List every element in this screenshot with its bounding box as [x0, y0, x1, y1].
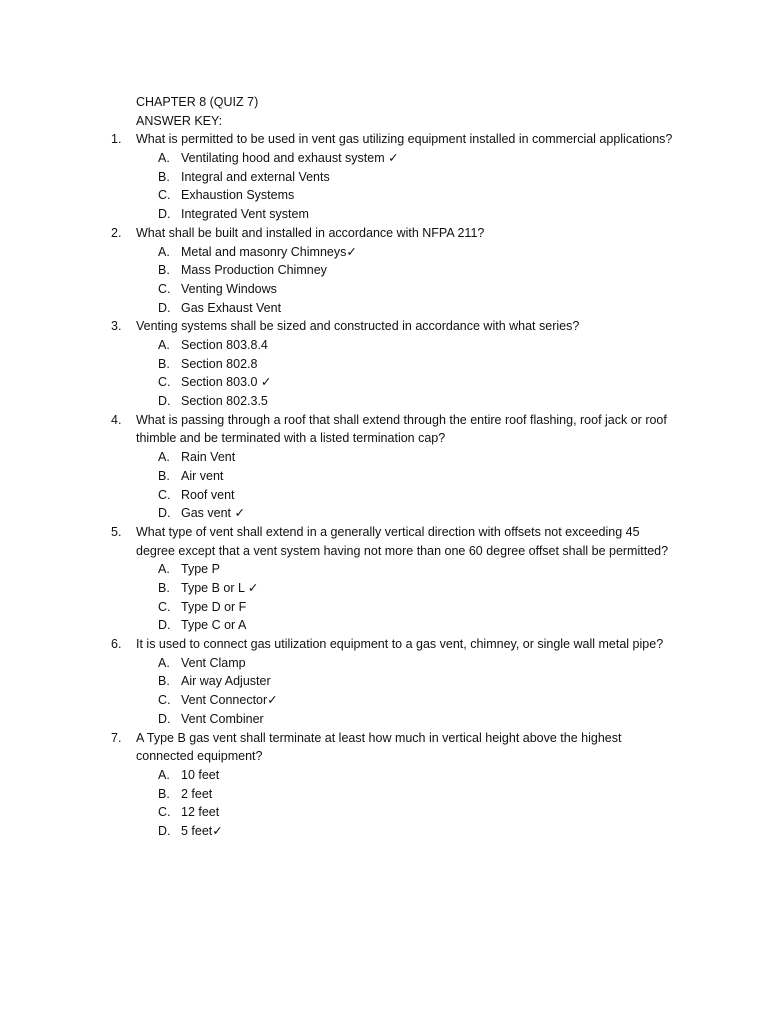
- question-number: 2.: [111, 225, 122, 240]
- answer-options: [0, 149, 768, 224]
- option-letter: B.: [158, 169, 170, 184]
- question-text: What type of vent shall extend in a generally vertical direction with offsets not exceeding 45 degree except that a vent system having not more than one 60 degree offset shall be permitted?: [136, 524, 669, 558]
- question-item: [0, 411, 768, 523]
- option-letter: A.: [158, 244, 170, 259]
- option-letter: B.: [158, 356, 170, 371]
- question-number: 1.: [111, 132, 122, 147]
- option-text: 10 feet: [181, 767, 220, 782]
- option-letter: B.: [158, 468, 170, 483]
- option-text: Type P: [181, 562, 220, 577]
- answer-option: [0, 785, 768, 804]
- question-number: 7.: [111, 730, 122, 745]
- option-text: Venting Windows: [181, 281, 277, 296]
- question-text: It is used to connect gas utilization equipment to a gas vent, chimney, or single wall metal pipe?: [136, 637, 664, 652]
- option-letter: B.: [158, 581, 170, 595]
- answer-option: [0, 149, 768, 168]
- answer-option: [0, 598, 768, 617]
- question-text: What shall be built and installed in accordance with NFPA 211?: [136, 225, 485, 240]
- option-text: Section 802.8: [181, 356, 258, 371]
- option-text: Rain Vent: [181, 450, 236, 465]
- option-letter: A.: [158, 151, 170, 166]
- option-letter: D.: [158, 300, 171, 315]
- answer-option: [0, 486, 768, 505]
- answer-option: [0, 205, 768, 224]
- option-text: 12 feet: [181, 805, 220, 820]
- option-text: Vent Connector✓: [181, 693, 278, 708]
- question-number: 5.: [111, 524, 122, 539]
- answer-option: [0, 803, 768, 822]
- option-text: 5 feet✓: [181, 823, 223, 838]
- answer-option: [0, 822, 768, 841]
- option-text: Ventilating hood and exhaust system ✓: [181, 151, 399, 166]
- option-text: Roof vent: [181, 487, 235, 502]
- answer-options: [0, 448, 768, 523]
- option-letter: C.: [158, 805, 171, 820]
- answer-option: [0, 710, 768, 729]
- option-letter: D.: [158, 618, 171, 633]
- option-text: Mass Production Chimney: [181, 263, 327, 278]
- option-text: Section 802.3.5: [181, 394, 268, 409]
- answer-options: [0, 766, 768, 841]
- option-letter: A.: [158, 655, 170, 670]
- question-number: 4.: [111, 412, 122, 427]
- option-text: Integral and external Vents: [181, 169, 330, 184]
- option-text: Air way Adjuster: [181, 674, 271, 689]
- option-letter: C.: [158, 693, 171, 708]
- option-letter: B.: [158, 263, 170, 278]
- option-letter: D.: [158, 506, 171, 521]
- answer-option: [0, 243, 768, 262]
- option-text: Vent Clamp: [181, 655, 246, 670]
- option-letter: C.: [158, 487, 171, 502]
- question-item: [0, 130, 768, 223]
- question-item: [0, 523, 768, 635]
- option-text: Gas vent ✓: [181, 506, 245, 521]
- option-text: Metal and masonry Chimneys✓: [181, 244, 357, 259]
- answer-option: [0, 336, 768, 355]
- option-letter: D.: [158, 207, 171, 222]
- answer-option: [0, 299, 768, 318]
- question-number: 6.: [111, 637, 122, 652]
- option-letter: D.: [158, 711, 171, 726]
- option-letter: D.: [158, 394, 171, 409]
- question-item: [0, 224, 768, 317]
- answer-option: [0, 392, 768, 411]
- answer-option: [0, 560, 768, 579]
- answer-options: [0, 654, 768, 729]
- answer-option: [0, 654, 768, 673]
- option-text: Type C or A: [181, 618, 247, 633]
- answer-option: [0, 691, 768, 710]
- question-text: A Type B gas vent shall terminate at least how much in vertical height above the highest connected equipment?: [136, 730, 622, 764]
- option-text: Gas Exhaust Vent: [181, 300, 282, 315]
- option-letter: B.: [158, 674, 170, 689]
- option-text: Vent Combiner: [181, 711, 264, 726]
- answer-options: [0, 560, 768, 635]
- answer-option: [0, 373, 768, 392]
- option-text: Integrated Vent system: [181, 207, 309, 222]
- option-letter: B.: [158, 786, 170, 801]
- chapter-title: CHAPTER 8 (QUIZ 7): [136, 95, 259, 109]
- question-item: [0, 317, 768, 410]
- answer-option: [0, 261, 768, 280]
- answer-key-label: ANSWER KEY:: [136, 113, 223, 128]
- question-number: 3.: [111, 319, 122, 334]
- option-text: Exhaustion Systems: [181, 188, 295, 203]
- question-item: [0, 729, 768, 841]
- answer-options: [0, 243, 768, 318]
- answer-option: [0, 168, 768, 187]
- question-text: Venting systems shall be sized and constructed in accordance with what series?: [136, 319, 580, 334]
- option-letter: C.: [158, 188, 171, 203]
- option-letter: C.: [158, 599, 171, 614]
- option-text: Air vent: [181, 468, 224, 483]
- question-text: What is passing through a roof that shall extend through the entire roof flashing, roof jack or roof thimble and be terminated with a listed termination cap?: [136, 412, 667, 446]
- option-letter: A.: [158, 767, 170, 782]
- option-letter: D.: [158, 823, 171, 838]
- option-letter: A.: [158, 338, 170, 352]
- option-letter: C.: [158, 375, 171, 390]
- question-text: What is permitted to be used in vent gas utilizing equipment installed in commercial applications?: [136, 132, 673, 147]
- question-item: [0, 635, 768, 728]
- option-text: Section 803.8.4: [181, 338, 268, 352]
- option-text: Type B or L ✓: [181, 581, 259, 595]
- option-text: Type D or F: [181, 599, 247, 614]
- answer-option: [0, 280, 768, 299]
- answer-option: [0, 672, 768, 691]
- answer-option: [0, 579, 768, 598]
- option-letter: A.: [158, 450, 170, 465]
- answer-option: [0, 186, 768, 205]
- option-letter: C.: [158, 281, 171, 296]
- answer-option: [0, 616, 768, 635]
- answer-option: [0, 504, 768, 523]
- question-list: [0, 130, 768, 840]
- document-header: [136, 93, 258, 130]
- option-letter: A.: [158, 562, 170, 577]
- option-text: 2 feet: [181, 786, 213, 801]
- answer-option: [0, 467, 768, 486]
- answer-option: [0, 448, 768, 467]
- answer-options: [0, 336, 768, 411]
- answer-option: [0, 766, 768, 785]
- option-text: Section 803.0 ✓: [181, 375, 272, 390]
- answer-option: [0, 355, 768, 374]
